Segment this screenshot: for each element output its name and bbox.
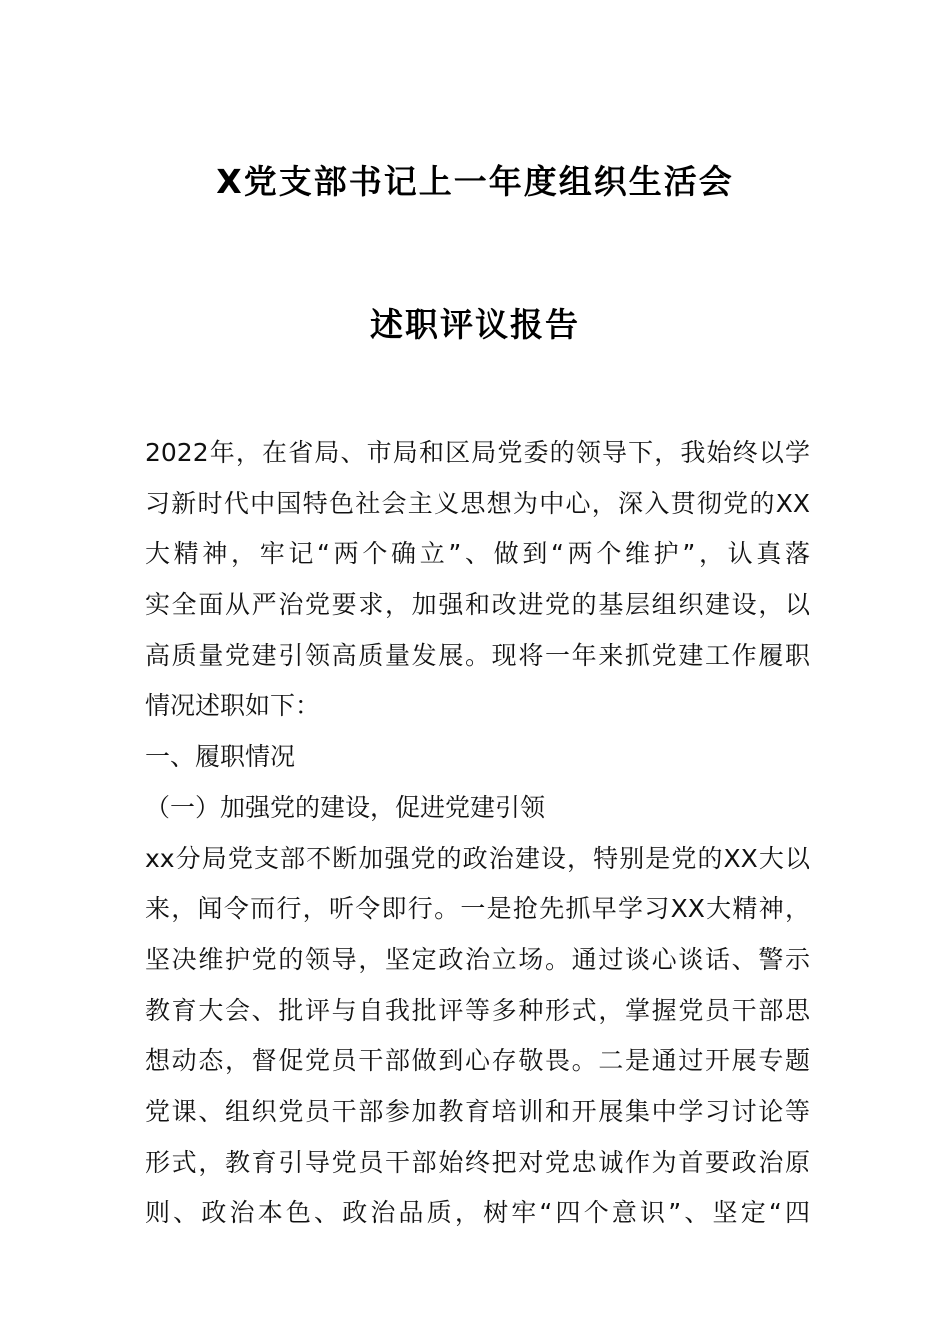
document-title-line2: 述职评议报告	[370, 305, 580, 344]
body-line: 大精神，牢记“两个确立”、做到“两个维护”，认真落	[145, 539, 810, 569]
section-heading: 一、履职情况	[145, 742, 296, 772]
body-line: 高质量党建引领高质量发展。现将一年来抓党建工作履职	[145, 640, 810, 670]
subsection-heading: （一）加强党的建设，促进党建引领	[145, 792, 546, 822]
body-line: 习新时代中国特色社会主义思想为中心，深入贯彻党的XX	[145, 488, 810, 518]
body-line: 情况述职如下：	[145, 691, 321, 721]
body-line: 教育大会、批评与自我批评等多种形式，掌握党员干部思	[145, 995, 810, 1025]
body-line: xx分局党支部不断加强党的政治建设，特别是党的XX大以	[145, 843, 810, 873]
body-line: 坚决维护党的领导，坚定政治立场。通过谈心谈话、警示	[145, 944, 810, 974]
body-line: 来，闻令而行，听令即行。一是抢先抓早学习XX大精神，	[145, 894, 810, 924]
body-line: 则、政治本色、政治品质，树牢“四个意识”、坚定“四	[145, 1198, 810, 1228]
document-body	[145, 428, 810, 1239]
body-line: 党课、组织党员干部参加教育培训和开展集中学习讨论等	[145, 1096, 810, 1126]
body-line: 想动态，督促党员干部做到心存敬畏。二是通过开展专题	[145, 1046, 810, 1076]
body-line: 形式，教育引导党员干部始终把对党忠诚作为首要政治原	[145, 1147, 810, 1177]
body-line: 2022年，在省局、市局和区局党委的领导下，我始终以学	[145, 438, 810, 467]
body-line: 实全面从严治党要求，加强和改进党的基层组织建设，以	[145, 590, 810, 620]
document-title-line1: X党支部书记上一年度组织生活会	[216, 162, 734, 201]
